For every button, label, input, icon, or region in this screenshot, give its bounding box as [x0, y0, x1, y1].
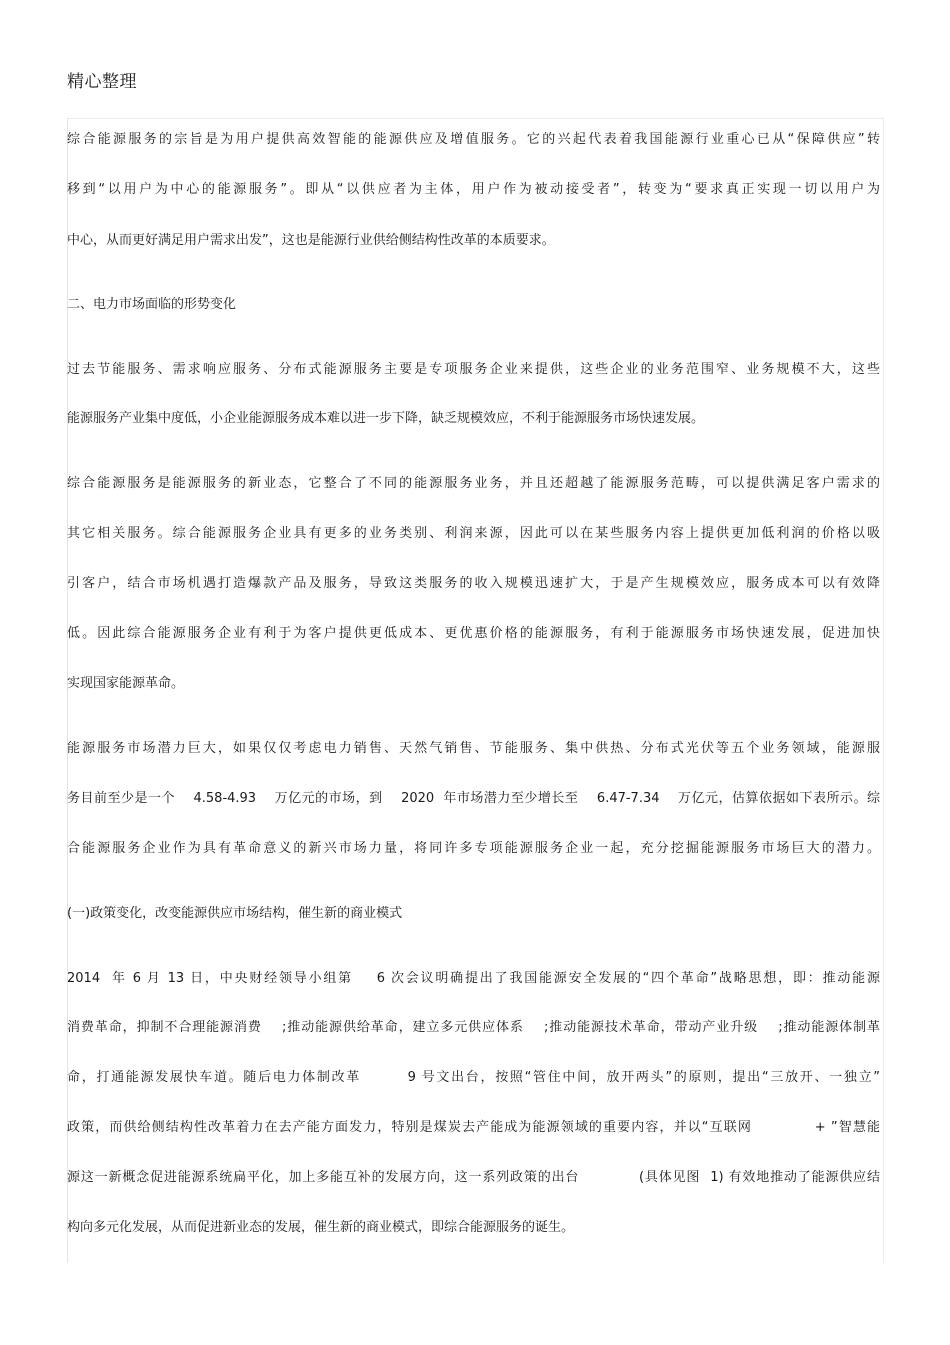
page-header-title: 精心整理 [67, 72, 137, 92]
paragraph-5-line-1: 2014 年 6 月 13 日，中央财经领导小组第 6 次会议明确提出了我国能源安全发展的“四个革命”战略思想，即：推动能源 [67, 971, 880, 986]
paragraph-3-line-3: 引客户，结合市场机遇打造爆款产品及服务，导致这类服务的收入规模迅速扩大，于是产生规模效应，服务成本可以有效降 [67, 576, 880, 591]
paragraph-5-line-3: 命，打通能源发展快车道。随后电力体制改革 9 号文出台，按照“管住中间，放开两头”的原则，提出“三放开、一独立” [67, 1070, 880, 1085]
paragraph-3-line-1: 综合能源服务是能源服务的新业态，它整合了不同的能源服务业务，并且还超越了能源服务范畴，可以提供满足客户需求的 [67, 476, 880, 491]
paragraph-4-line-2: 务目前至少是一个 4.58-4.93 万亿元的市场，到 2020 年市场潜力至少增长至 6.47-7.34 万亿元，估算依据如下表所示。综 [67, 791, 880, 806]
content-frame-top-border [67, 118, 883, 119]
paragraph-3-line-2: 其它相关服务。综合能源服务企业具有更多的业务类别、利润来源，因此可以在某些服务内容上提供更加低利润的价格以吸 [67, 526, 880, 541]
content-frame-right-border [883, 118, 884, 1263]
subsection-heading-policy-changes: (一)政策变化，改变能源供应市场结构，催生新的商业模式 [67, 906, 403, 921]
paragraph-1-line-2: 移到“以用户为中心的能源服务”。即从“以供应者为主体，用户作为被动接受者”，转变为“要求真正实现一切以用户为 [67, 182, 880, 197]
paragraph-1-line-3: 中心，从而更好满足用户需求出发”，这也是能源行业供给侧结构性改革的本质要求。 [67, 233, 555, 248]
paragraph-2-line-2: 能源服务产业集中度低，小企业能源服务成本难以进一步下降，缺乏规模效应，不利于能源服务市场快速发展。 [67, 411, 705, 426]
paragraph-1-line-1: 综合能源服务的宗旨是为用户提供高效智能的能源供应及增值服务。它的兴起代表着我国能源行业重心已从“保障供应”转 [67, 132, 880, 147]
paragraph-4-line-3: 合能源服务企业作为具有革命意义的新兴市场力量，将同许多专项能源服务企业一起，充分挖掘能源服务市场巨大的潜力。 [67, 841, 880, 856]
paragraph-5-line-4: 政策，而供给侧结构性改革着力在去产能方面发力，特别是煤炭去产能成为能源领域的重要内容，并以“互联网 + ”智慧能 [67, 1120, 880, 1135]
paragraph-4-line-1: 能源服务市场潜力巨大，如果仅仅考虑电力销售、天然气销售、节能服务、集中供热、分布式光伏等五个业务领域，能源服 [67, 741, 880, 756]
paragraph-5-line-2: 消费革命，抑制不合理能源消费 ;推动能源供给革命，建立多元供应体系 ;推动能源技术革命，带动产业升级 ;推动能源体制革 [67, 1020, 880, 1035]
section-heading-market-changes: 二、电力市场面临的形势变化 [67, 297, 237, 312]
paragraph-5-line-5: 源这一新概念促进能源系统扁平化，加上多能互补的发展方向，这一系列政策的出台 (具体见图 1) 有效地推动了能源供应结 [67, 1170, 880, 1185]
paragraph-5-line-6: 构向多元化发展，从而促进新业态的发展，催生新的商业模式，即综合能源服务的诞生。 [67, 1220, 575, 1235]
paragraph-3-line-5: 实现国家能源革命。 [67, 676, 185, 691]
paragraph-2-line-1: 过去节能服务、需求响应服务、分布式能源服务主要是专项服务企业来提供，这些企业的业务范围窄、业务规模不大，这些 [67, 362, 880, 377]
paragraph-3-line-4: 低。因此综合能源服务企业有利于为客户提供更低成本、更优惠价格的能源服务，有利于能源服务市场快速发展，促进加快 [67, 626, 880, 641]
